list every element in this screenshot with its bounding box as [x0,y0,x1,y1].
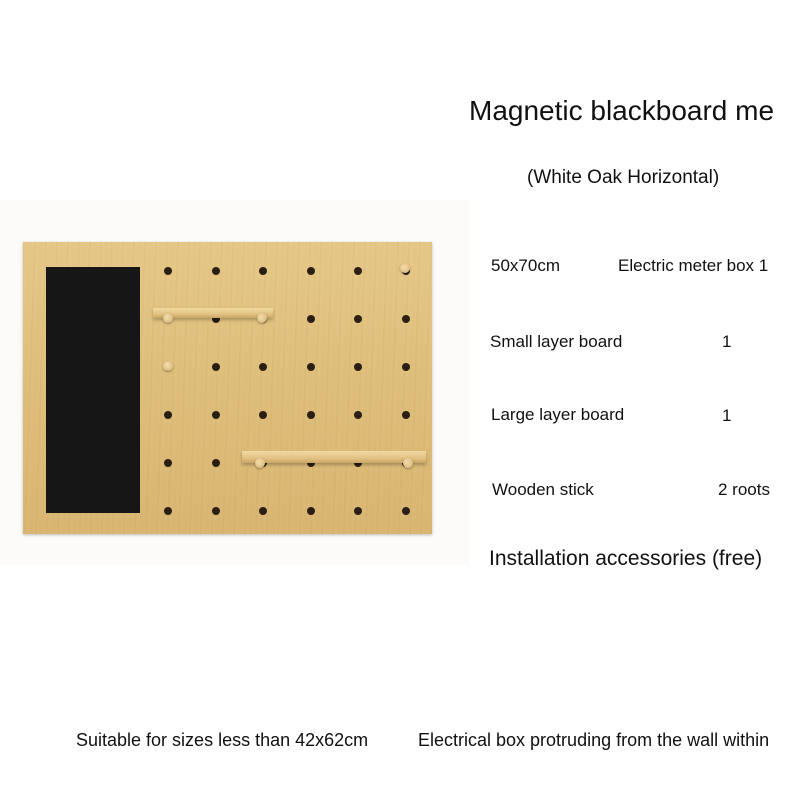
peg-hole [212,507,220,515]
product-title: Magnetic blackboard me [469,95,775,126]
installation-note: Installation accessories (free) [489,547,763,570]
footer-box-note: Electrical box protruding from the wall within [418,730,770,750]
peg-hole [212,411,220,419]
peg-hole [354,411,362,419]
peg-hole [212,267,220,275]
spec-name: Small layer board [490,332,623,351]
peg-hole [212,363,220,371]
peg-hole [259,363,267,371]
peg-hole [354,267,362,275]
peg-hole [402,363,410,371]
peg-hole [402,507,410,515]
peg-hole [354,315,362,323]
spec-value: 2 roots [718,480,770,499]
spec-name: 50x70cm [491,256,560,275]
peg-hole [307,267,315,275]
spec-name: Wooden stick [492,480,594,499]
wooden-peg [163,361,173,371]
peg-hole [259,507,267,515]
wooden-peg [403,458,413,468]
peg-hole [164,267,172,275]
peg-hole [259,267,267,275]
product-subtitle: (White Oak Horizontal) [527,167,720,188]
peg-hole [164,411,172,419]
peg-hole [402,315,410,323]
peg-hole [402,411,410,419]
spec-value: 1 [722,406,732,425]
magnetic-blackboard-panel [46,267,140,513]
peg-hole [164,507,172,515]
wooden-peg [163,313,173,323]
peg-hole [307,411,315,419]
large-layer-board [242,451,426,463]
peg-hole [212,459,220,467]
spec-value: Electric meter box 1 [618,256,769,275]
wooden-peg [255,458,265,468]
peg-hole [354,507,362,515]
wooden-peg [257,313,267,323]
pegboard-product-image [23,242,432,534]
spec-value: 1 [722,332,732,351]
peg-hole [259,411,267,419]
footer-size-note: Suitable for sizes less than 42x62cm [76,730,369,750]
peg-hole [164,459,172,467]
peg-hole [307,507,315,515]
spec-name: Large layer board [491,405,625,424]
peg-hole [307,315,315,323]
wooden-peg [400,263,410,273]
peg-hole [307,363,315,371]
peg-hole [354,363,362,371]
